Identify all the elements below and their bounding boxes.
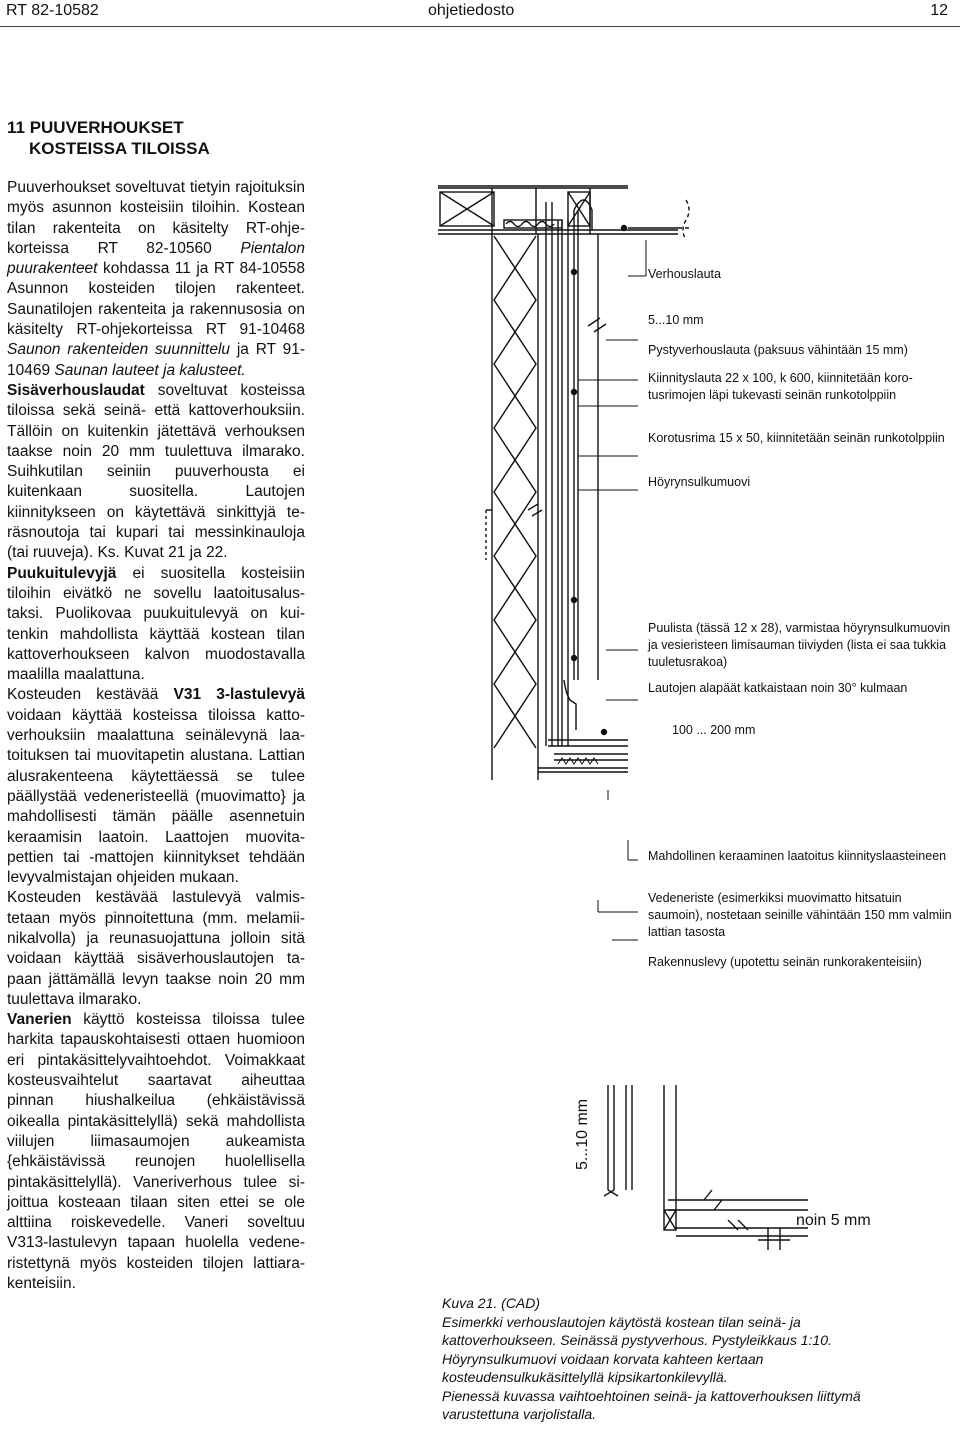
- label-hoyrynsulku: Höyrynsulkumuovi: [648, 475, 751, 489]
- header-divider: [0, 26, 960, 27]
- section-title: [7, 117, 307, 159]
- label-vedeneriste: Vedeneriste (esimerkiksi muovimatto hitsatuin saumoin), nostetaan seinille vähintään 150 mm valmiin lattian tasosta: [648, 891, 952, 939]
- section-title-line1: 11 PUUVERHOUKSET: [7, 118, 184, 137]
- label-detail-noin: noin 5 mm: [796, 1212, 871, 1229]
- text-run: Puuverhoukset soveltuvat tietyin rajoituksin myös asunnon kosteisiin tiloihin. Kostean tilan rakenteita on käsitelty RT-ohjekorteissa RT 82-10560: [7, 179, 305, 257]
- text-run: Kosteuden kestävää: [7, 686, 174, 704]
- label-rakennuslevy: Rakennuslevy (upotettu seinän runkorakenteisiin): [648, 955, 922, 969]
- page-header: [0, 0, 960, 24]
- label-gap: 5...10 mm: [648, 313, 704, 327]
- label-puulista: Puulista (tässä 12 x 28), varmistaa höyrynsulkumuovin ja vesieristeen limisauman tiiviyden (lista ei saa tukkia tuuletusrakoa): [648, 621, 951, 669]
- paragraph-sisaverhouslaudat: [7, 381, 305, 564]
- wall-truss: [486, 188, 538, 750]
- text-run: ja RT 91-10469: [7, 341, 305, 379]
- caption-line: Esimerkki verhouslautojen käytöstä kostean tilan seinä- ja: [442, 1313, 801, 1330]
- ceiling-structure: [438, 186, 690, 240]
- caption-line: Kuva 21. (CAD): [442, 1295, 541, 1311]
- label-detail-gap: 5...10 mm: [574, 1098, 591, 1170]
- paragraph-intro: [7, 178, 305, 381]
- text-run: ei suositella kosteisiin tiloihin eivätkö ne sovellu laatoitusalustaksi. Puolikovaa puukuitulevyä on kuitenkin mahdollista käyttää kostean tilan kattoverhoukseen kalvon muodostavalla maalilla maalattuna.: [7, 564, 305, 684]
- paragraph-lastulevy: [7, 685, 305, 888]
- label-verhouslauta: Verhouslauta: [648, 267, 721, 281]
- paragraph-pinnoitettu: Kosteuden kestävää lastulevyä valmistetaan myös pinnoitettuna (mm. melamiinikalvolla) ja reunasuojattuna jolloin sitä voidaan käyttää sisäverhouslautojen tapaan jättämällä levyn taakse noin 20 mm tuulettava ilmarako.: [7, 889, 305, 1008]
- text-run-italic: Saunon rakenteiden suunnittelu: [7, 341, 231, 359]
- caption-line: kosteudensulkukäsittelyllä kipsikartonkilevyllä.: [442, 1369, 728, 1385]
- label-korotusrima: Korotusrima 15 x 50, kiinnitetään seinän runkotolppiin: [648, 431, 945, 445]
- text-run-italic: Saunan lauteet ja kalusteet.: [54, 361, 246, 379]
- section-title-line2: KOSTEISSA TILOISSA: [29, 139, 210, 158]
- leader-lines: [578, 240, 646, 940]
- document-type: ohjetiedosto: [428, 2, 515, 19]
- text-run: soveltuvat kosteissa tiloissa sekä seinä- että kattoverhouksiin. Tällöin on kuitenkin jätettävä verhouksen taakse noin 20 mm tuulettuva ilmarako. Suihkutilan seiniin puuverhousta ei kuitenkaan suositella. Lautojen kiinnitykseen on käytettävä sinkittyjä teräsnoutoja tai kupari tai messinkinauloja (tai ruuveja). Ks. Kuvat 21 ja 22.: [7, 381, 305, 562]
- document-code: RT 82-10582: [6, 2, 99, 19]
- section-drawing: [428, 180, 960, 1290]
- text-run-italic: Pientalon puurakenteet: [7, 239, 305, 278]
- label-keraaminen: Mahdollinen keraaminen laatoitus kiinnityslaasteineen: [648, 849, 947, 863]
- caption-line: varustettuna varjolistalla.: [442, 1406, 597, 1422]
- figure-caption: [442, 1294, 952, 1424]
- label-lautojen-alapaat: Lautojen alapäät katkaistaan noin 30° kulmaan: [648, 681, 908, 695]
- caption-line: kattoverhoukseen. Seinässä pystyverhous. Pystyleikkaus 1:10.: [442, 1332, 832, 1348]
- text-run: käyttö kosteissa tiloissa tulee harkita tapauskohtaisesti ottaen huomioon eri pintakäsittelyvaihtoehdot. Voimakkaat kosteusvaihtelut saartavat aiheuttaa pinnan hiushalkeilua (ehkäistävissä oikealla pintakäsittelyllä) sekä mahdollista viilujen liimasaumojen aukeamista {ehkäistävissä reunojen huolellisella pintakäsittelyllä). Vaneriverhous tulee sijoittua kosteaan tilaan siten ettei se ole alttiina roiskevedelle. Vaneri soveltuu V313-lastulevyn tapaan huolella vedeneristettynä myös kosteiden tilojen lattiarakenteisiin.: [7, 1011, 305, 1293]
- paragraph-vanerit: [7, 1010, 305, 1294]
- label-pystyverhouslauta: Pystyverhouslauta (paksuus vähintään 15 mm): [648, 343, 908, 357]
- page-number: 12: [930, 2, 948, 19]
- text-run: kohdassa 11 ja RT 84-10558 Asunnon kosteiden tilojen rakenteet. Saunatilojen rakenteita ja rakennusosia on käsitelty RT-ohjekorteissa RT 91-10468: [7, 260, 305, 339]
- text-run-bold: Sisäverhouslaudat: [7, 381, 145, 399]
- label-kiinnityslauta: Kiinnityslauta 22 x 100, k 600, kiinnitetään korotusrimojen läpi tukevasti seinän runkotolppiin: [648, 371, 913, 402]
- caption-line: Höyrynsulkumuovi voidaan korvata kahteen kertaan: [442, 1350, 764, 1367]
- text-run-bold: Vanerien: [7, 1011, 72, 1029]
- paragraph-puukuitulevy: [7, 564, 305, 686]
- label-range: 100 ... 200 mm: [672, 723, 756, 737]
- text-run: voidaan käyttää kosteissa tiloissa kattoverhouksiin maalattuna seinälevynä laatoituksen tai muovitapetin alustana. Lattian alusrakenteena käytettäessä se tulee päällystää vedeneristeellä (muovimatto} ja mahdollisesti tämän päälle asennetuin keraamisin laatoin. Laattojen muovitapettien tai -mattojen kiinnitykset tehdään levyvalmistajan ohjeiden mukaan.: [7, 706, 305, 887]
- wall-layers: [528, 200, 627, 746]
- detail-drawing: [604, 1085, 808, 1250]
- floor-junction: [492, 680, 628, 780]
- text-run-bold: V31 3-lastulevyä: [173, 686, 305, 704]
- caption-line: Pienessä kuvassa vaihtoehtoinen seinä- ja kattoverhouksen liittymä: [442, 1387, 861, 1404]
- text-run-bold: Puukuitulevyjä: [7, 564, 117, 582]
- body-text: [7, 178, 305, 1294]
